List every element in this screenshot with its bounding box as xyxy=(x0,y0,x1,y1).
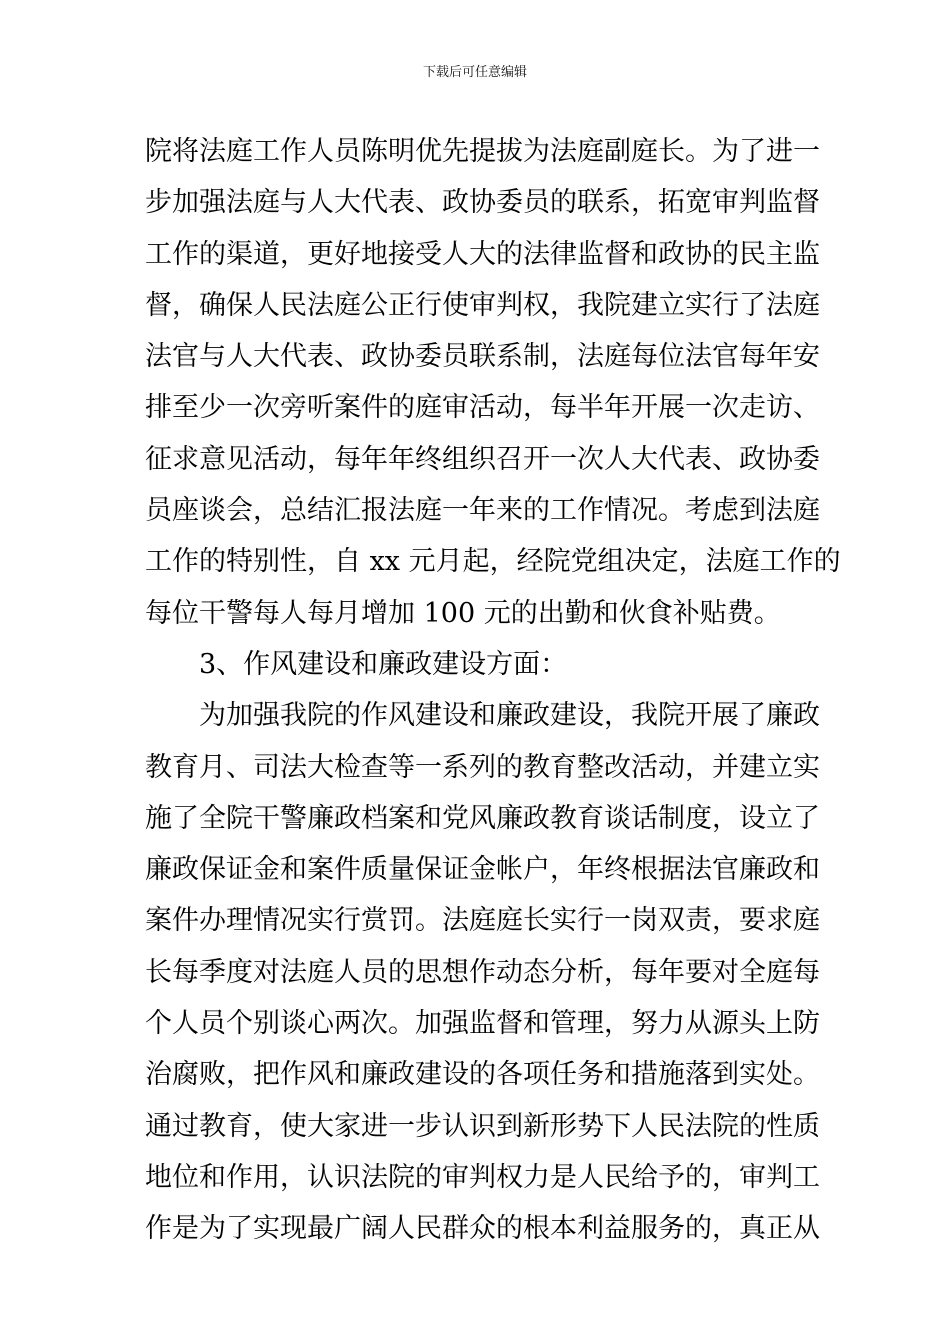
text-line: 排至少一次旁听案件的庭审活动，每半年开展一次走访、 xyxy=(145,392,820,424)
paragraph-first-line: 为加强我院的作风建设和廉政建设，我院开展了廉政 xyxy=(199,700,820,732)
document-body xyxy=(145,126,841,1255)
text-line: 作是为了实现最广阔人民群众的根本利益服务的，真正从 xyxy=(145,1213,820,1245)
text-line: 员座谈会，总结汇报法庭一年来的工作情况。考虑到法庭 xyxy=(145,495,820,527)
text-line: 教育月、司法大检查等一系列的教育整改活动，并建立实 xyxy=(145,751,820,783)
text-line: 征求意见活动，每年年终组织召开一次人大代表、政协委 xyxy=(145,443,820,475)
text-line: 治腐败，把作风和廉政建设的各项任务和措施落到实处。 xyxy=(145,1059,820,1091)
text-line: 法官与人大代表、政协委员联系制，法庭每位法官每年安 xyxy=(145,341,820,373)
text-line: 工作的渠道，更好地接受人大的法律监督和政协的民主监 xyxy=(145,238,820,270)
text-line: 督，确保人民法庭公正行使审判权，我院建立实行了法庭 xyxy=(145,289,820,321)
text-line: 步加强法庭与人大代表、政协委员的联系，拓宽审判监督 xyxy=(145,187,820,219)
section-heading: 3、作风建设和廉政建设方面： xyxy=(199,648,568,680)
text-line: 工作的特别性，自 xx 元月起，经院党组决定，法庭工作的 xyxy=(145,546,841,578)
text-line: 地位和作用，认识法院的审判权力是人民给予的，审判工 xyxy=(145,1161,820,1193)
text-line: 每位干警每人每月增加 100 元的出勤和伙食补贴费。 xyxy=(145,597,781,629)
page-header: 下载后可任意编辑 xyxy=(422,65,527,80)
text-line: 院将法庭工作人员陈明优先提拔为法庭副庭长。为了进一 xyxy=(145,136,820,167)
text-line: 长每季度对法庭人员的思想作动态分析，每年要对全庭每 xyxy=(145,956,820,988)
text-line: 案件办理情况实行赏罚。法庭庭长实行一岗双责，要求庭 xyxy=(145,905,820,937)
text-line: 个人员个别谈心两次。加强监督和管理，努力从源头上防 xyxy=(145,1008,820,1040)
text-line: 施了全院干警廉政档案和党风廉政教育谈话制度，设立了 xyxy=(145,802,820,834)
text-line: 通过教育，使大家进一步认识到新形势下人民法院的性质 xyxy=(145,1110,820,1142)
text-line: 廉政保证金和案件质量保证金帐户，年终根据法官廉政和 xyxy=(145,854,820,886)
